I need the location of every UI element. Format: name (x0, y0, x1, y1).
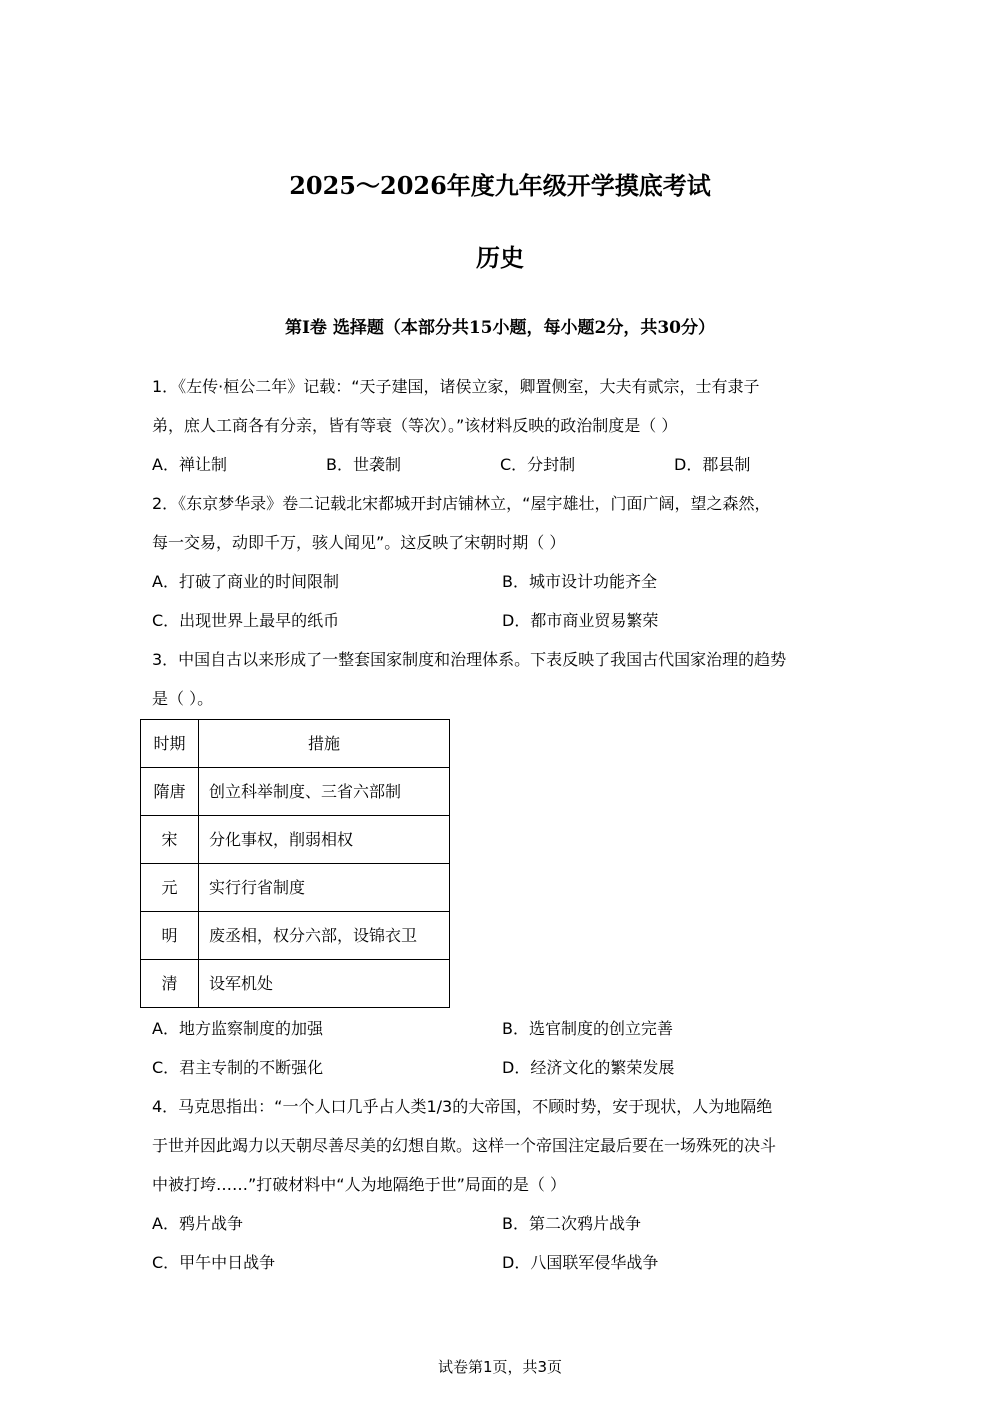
table-header-row (141, 720, 450, 768)
table-row (141, 768, 450, 816)
option-b: B．城市设计功能齐全 (502, 572, 657, 591)
question-3 (152, 640, 852, 1087)
table-row (141, 912, 450, 960)
option-d: D．经济文化的繁荣发展 (502, 1058, 675, 1077)
option-d: D．都市商业贸易繁荣 (502, 611, 659, 630)
option-a: A．鸦片战争 (152, 1214, 243, 1233)
option-c: C．出现世界上最早的纸币 (152, 611, 340, 630)
option-b: B．选官制度的创立完善 (502, 1019, 673, 1038)
option-b: B．世袭制 (326, 455, 401, 474)
question-4 (152, 1087, 852, 1282)
option-d: D．郡县制 (674, 455, 751, 474)
question-stem-line: 是（ ）。 (152, 689, 214, 708)
question-stem-line: 2．《东京梦华录》卷二记载北宋都城开封店铺林立，“屋宇雄壮，门面广阔，望之森然， (152, 494, 771, 513)
question-stem-line: 1．《左传·桓公二年》记载：“天子建国，诸侯立家，卿置侧室，大夫有贰宗，士有隶子 (152, 377, 760, 396)
answer-options-row (152, 601, 852, 640)
table-cell-period: 明 (141, 912, 199, 960)
table-cell-measure: 创立科举制度、三省六部制 (199, 768, 450, 816)
table-cell-measure: 废丞相，权分六部，设锦衣卫 (199, 912, 450, 960)
table-row (141, 864, 450, 912)
question-list (152, 367, 852, 1282)
answer-options-row (152, 1048, 852, 1087)
option-c: C．甲午中日战争 (152, 1253, 276, 1272)
table-cell-measure: 设军机处 (199, 960, 450, 1008)
option-d: D．八国联军侵华战争 (502, 1253, 659, 1272)
table-row (141, 960, 450, 1008)
option-c: C．分封制 (500, 455, 576, 474)
table-cell-measure: 分化事权，削弱相权 (199, 816, 450, 864)
table-cell-period: 宋 (141, 816, 199, 864)
question-stem-line: 中被打垮……”打破材料中“人为地隔绝于世”局面的是（ ） (152, 1175, 566, 1194)
answer-options-row (152, 562, 852, 601)
question-stem-line: 于世并因此竭力以天朝尽善尽美的幻想自欺。这样一个帝国注定最后要在一场殊死的决斗 (152, 1136, 777, 1155)
option-a: A．禅让制 (152, 455, 227, 474)
question-stem-line: 弟，庶人工商各有分亲，皆有等衰（等次）。”该材料反映的政治制度是（ ） (152, 416, 678, 435)
answer-options (152, 445, 852, 484)
option-a: A．打破了商业的时间限制 (152, 572, 339, 591)
page-footer: 试卷第1页，共3页 (437, 1358, 563, 1376)
question-stem-line: 每一交易，动即千万，骇人闻见”。这反映了宋朝时期（ ） (152, 533, 566, 552)
option-c: C．君主专制的不断强化 (152, 1058, 324, 1077)
section-heading: 第Ⅰ卷 选择题（本部分共15小题，每小题2分，共30分） (284, 318, 715, 338)
table-row (141, 816, 450, 864)
answer-options-row (152, 1204, 852, 1243)
table-cell-period: 清 (141, 960, 199, 1008)
exam-title: 2025～2026年度九年级开学摸底考试 (289, 171, 711, 200)
answer-options-row (152, 1009, 852, 1048)
table-cell-period: 元 (141, 864, 199, 912)
answer-options-row (152, 1243, 852, 1282)
table-cell-measure: 实行行省制度 (199, 864, 450, 912)
question-stem-line: 3．中国自古以来形成了一整套国家制度和治理体系。下表反映了我国古代国家治理的趋势 (152, 650, 787, 669)
option-b: B．第二次鸦片战争 (502, 1214, 641, 1233)
table-header-cell: 时期 (141, 720, 199, 768)
table-cell-period: 隋唐 (141, 768, 199, 816)
question-stem-line: 4．马克思指出：“一个人口几乎占人类1/3的大帝国，不顾时势，安于现状，人为地隔绝 (152, 1097, 773, 1116)
table-header-cell: 措施 (199, 720, 450, 768)
option-a: A．地方监察制度的加强 (152, 1019, 323, 1038)
question-2 (152, 484, 852, 640)
exam-subject: 历史 (476, 243, 524, 272)
governance-table (140, 719, 450, 1008)
question-1 (152, 367, 852, 484)
